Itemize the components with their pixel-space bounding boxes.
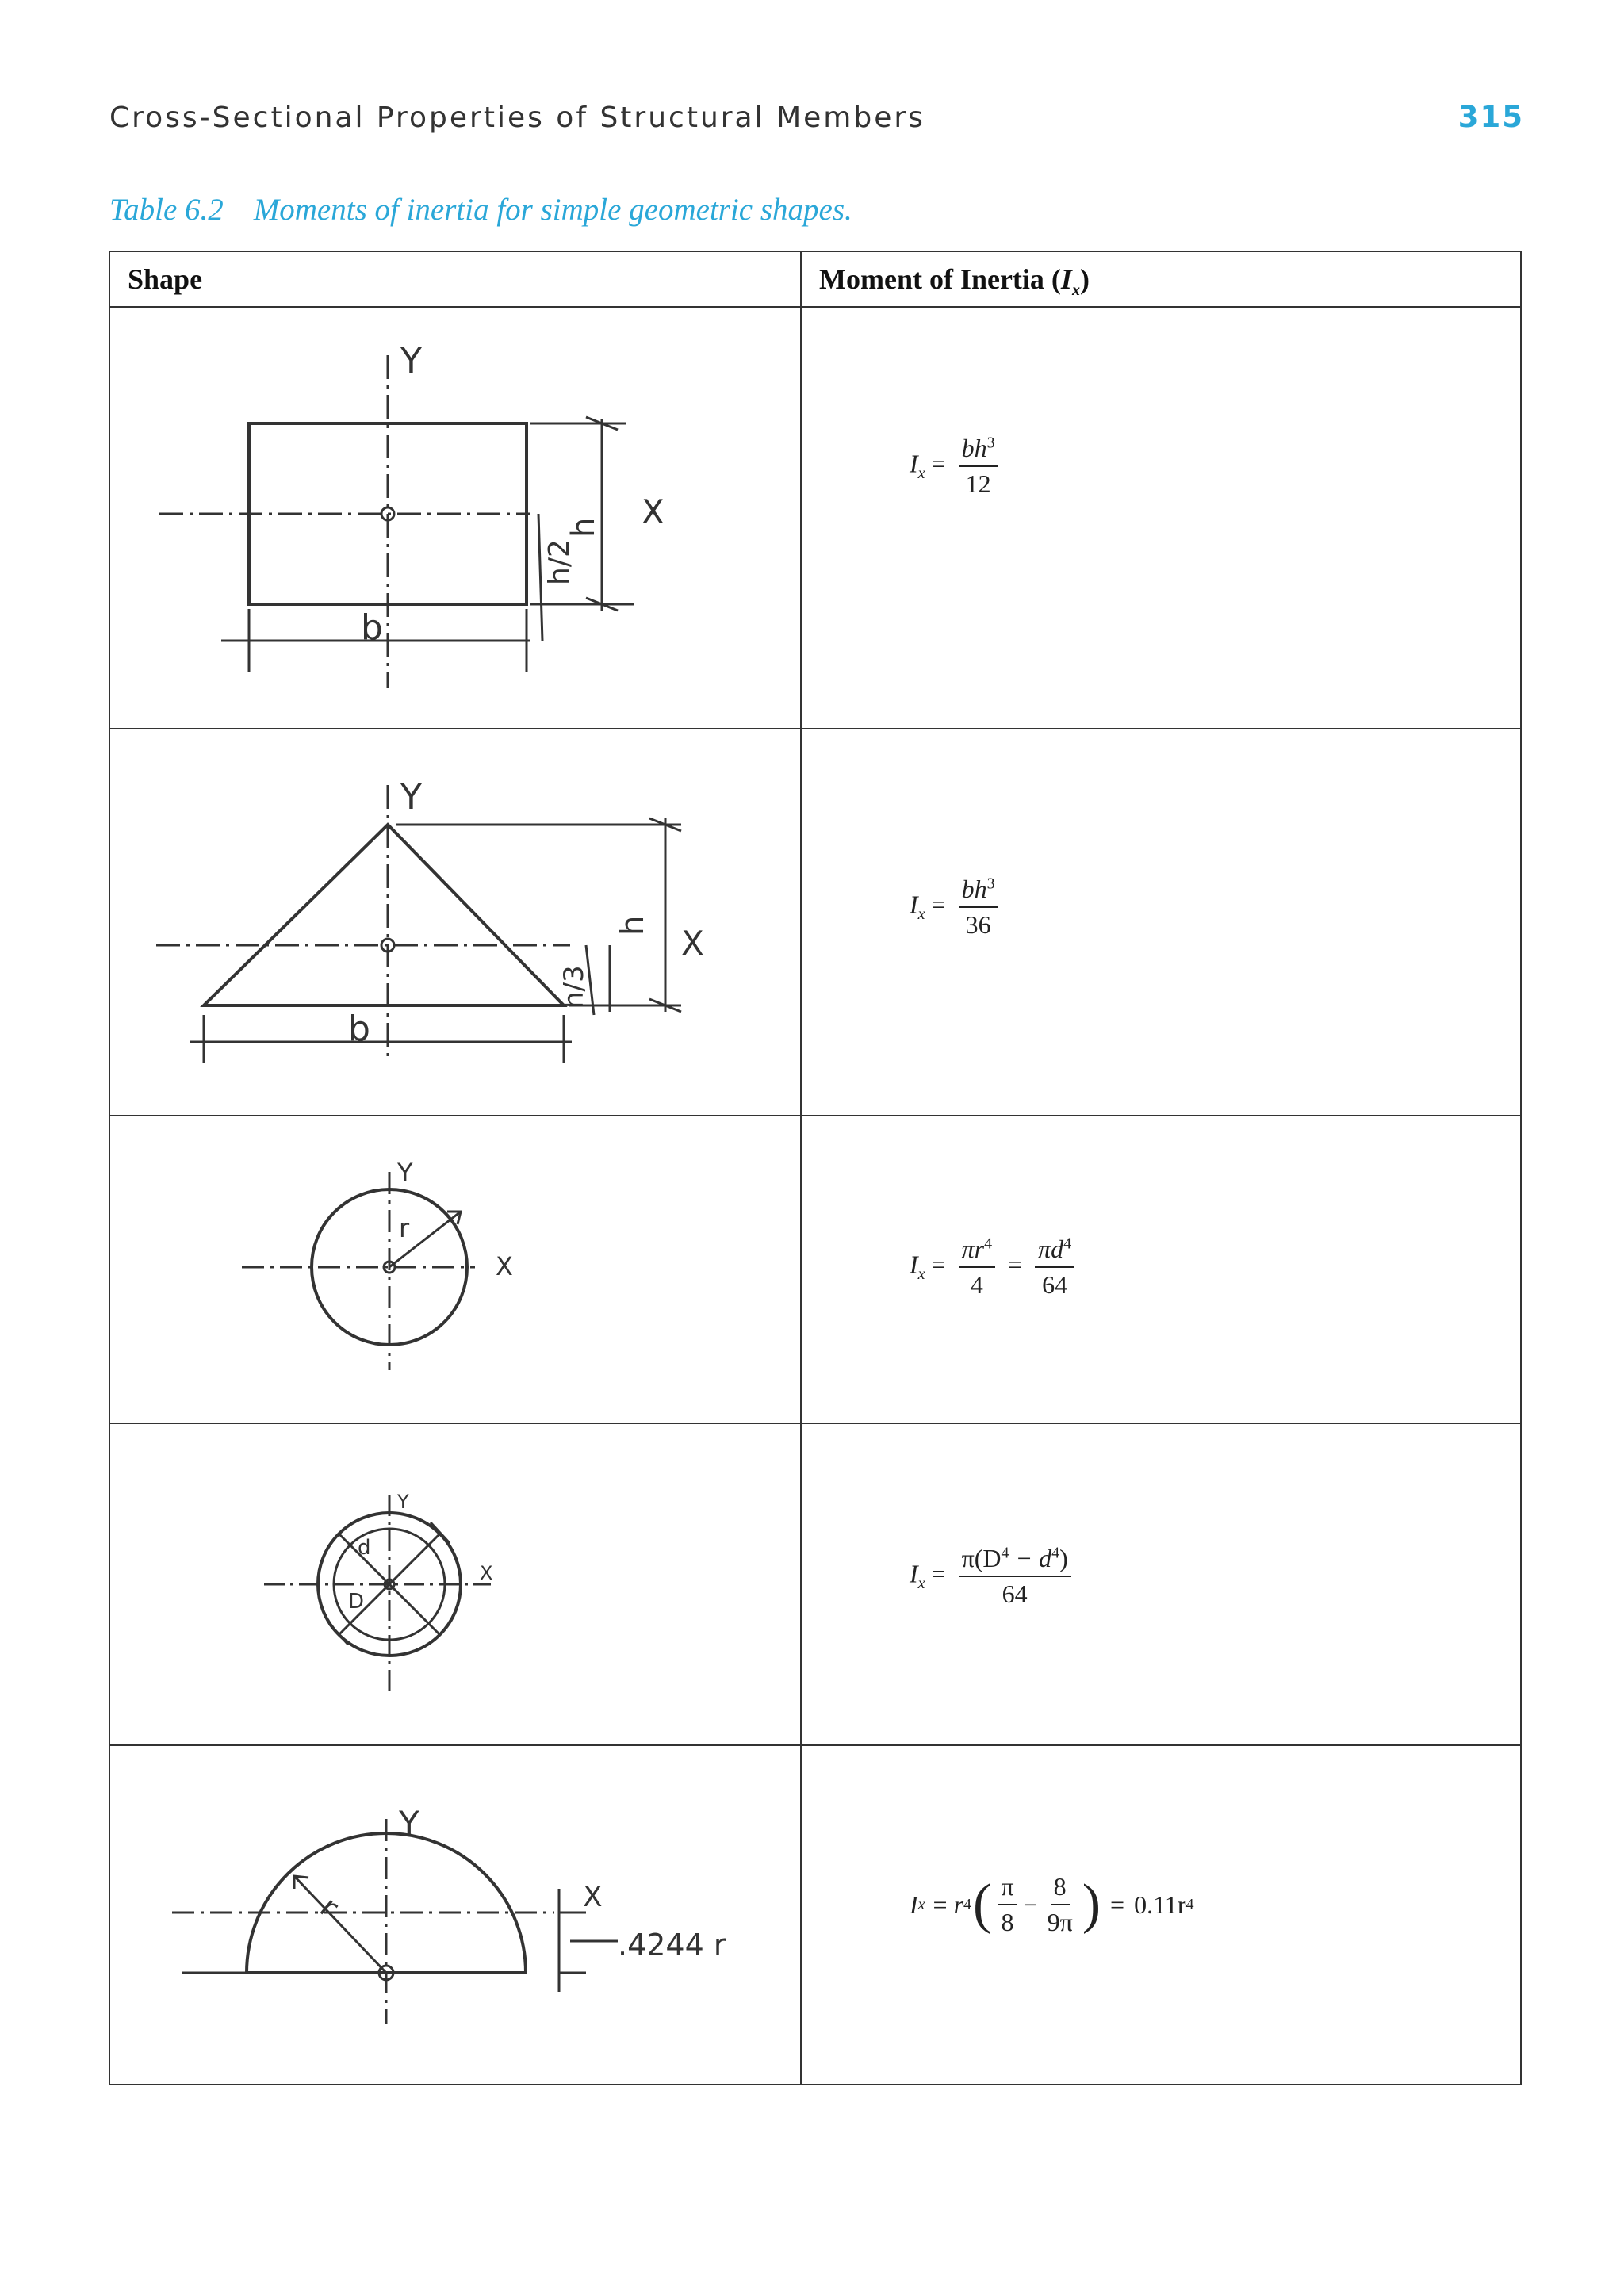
caption-number: Table 6.2	[109, 193, 224, 227]
ix-symbol: I	[910, 449, 918, 478]
label-y: Y	[400, 341, 422, 381]
exponent-2: 4	[1063, 1235, 1072, 1253]
label-D: D	[348, 1590, 365, 1614]
label-b: b	[361, 607, 383, 648]
table-caption	[109, 192, 852, 228]
denominator: 64	[1002, 1580, 1028, 1609]
fraction-2	[1044, 1873, 1076, 1936]
caption-title: Moments of inertia for simple geometric shapes.	[253, 193, 852, 227]
moments-table	[109, 251, 1522, 2085]
numerator-b: − d	[1009, 1544, 1052, 1572]
label-h: h	[565, 517, 602, 538]
formula-semicircle: I x = r 4 ( $\frac{\pi}{8}$ − $\frac{8}{9\pi}$ ) = 0.11r 4	[910, 1872, 1194, 1937]
denominator: 36	[965, 910, 991, 940]
formula-cell-semicircle	[801, 1745, 1521, 2085]
eq-sign-2: =	[1008, 1250, 1023, 1279]
label-x: X	[681, 924, 704, 963]
formula-cell-rectangle	[801, 307, 1521, 729]
label-h3: h/3	[558, 965, 590, 1009]
page-number: 315	[1457, 100, 1524, 134]
shape-cell-hollow-circle	[109, 1423, 801, 1745]
formula-triangle	[910, 875, 1005, 939]
shape-cell-rectangle	[109, 307, 801, 729]
label-b: b	[348, 1009, 370, 1049]
header-moment-prefix: Moment of Inertia (	[819, 263, 1061, 295]
minus-sign: −	[1023, 1890, 1038, 1919]
label-d: d	[358, 1536, 371, 1560]
label-offset: .4244 r	[618, 1928, 726, 1962]
exponent: 3	[986, 434, 995, 452]
label-y: Y	[397, 1491, 409, 1513]
label-y: Y	[399, 1804, 419, 1843]
ix-symbol: I	[910, 1559, 918, 1588]
triangle-diagram	[110, 729, 802, 1115]
denominator-1: 8	[1001, 1908, 1014, 1937]
label-x: X	[480, 1562, 493, 1584]
table-row	[109, 1116, 1521, 1423]
exponent-a: 4	[1001, 1544, 1009, 1562]
table-row	[109, 307, 1521, 729]
shape-cell-circle	[109, 1116, 801, 1423]
ix-symbol: I	[910, 1250, 918, 1279]
header-shape: Shape	[109, 251, 801, 307]
shape-cell-semicircle	[109, 1745, 801, 2085]
circle-diagram	[110, 1116, 802, 1423]
table-row	[109, 1423, 1521, 1745]
label-y: Y	[400, 777, 422, 818]
eq-sign: =	[931, 449, 946, 478]
label-h2: h/2	[543, 539, 576, 585]
label-h: h	[615, 915, 651, 936]
label-r: r	[313, 1890, 346, 1924]
label-x: X	[583, 1881, 603, 1913]
rectangle-diagram	[110, 308, 802, 728]
formula-cell-hollow-circle	[801, 1423, 1521, 1745]
exponent: 3	[986, 875, 995, 893]
label-x: X	[496, 1251, 513, 1281]
eq-sign-2: =	[1110, 1890, 1125, 1919]
fraction-2	[1035, 1235, 1074, 1299]
fraction	[959, 435, 998, 498]
label-r: r	[399, 1213, 410, 1243]
eq-sign: =	[931, 1559, 946, 1588]
numerator-c: )	[1059, 1544, 1068, 1572]
r-symbol: r	[953, 1890, 964, 1919]
formula-rectangle	[910, 435, 1005, 498]
ix-sub: x	[917, 464, 925, 482]
hollow-circle-diagram	[110, 1424, 802, 1744]
table-header-row	[109, 251, 1521, 307]
close-paren: )	[1082, 1874, 1101, 1936]
running-head: Cross-Sectional Properties of Structural Members	[109, 101, 925, 134]
denominator: 12	[965, 469, 991, 499]
eq-sign: =	[931, 890, 946, 919]
formula-cell-circle	[801, 1116, 1521, 1423]
ix-sub: x	[917, 1574, 925, 1592]
ix-symbol: I	[910, 890, 918, 919]
denominator-1: 4	[970, 1270, 983, 1300]
numerator-2: πd	[1038, 1235, 1064, 1263]
label-x: X	[642, 492, 665, 531]
ix-symbol: I	[910, 1890, 918, 1919]
denominator-2: 9π	[1047, 1908, 1073, 1937]
open-paren: (	[973, 1874, 992, 1936]
ix-sub: x	[917, 905, 925, 923]
denominator-2: 64	[1042, 1270, 1068, 1300]
header-moment-symbol: I	[1060, 263, 1072, 295]
numerator-1: π	[998, 1873, 1017, 1905]
numerator-1: πr	[961, 1235, 985, 1263]
fraction-1	[998, 1873, 1017, 1936]
exponent-b: 4	[1051, 1544, 1060, 1562]
fraction	[959, 875, 998, 939]
eq-sign: =	[933, 1890, 948, 1919]
fraction-1	[959, 1235, 995, 1299]
exponent-1: 4	[984, 1235, 993, 1253]
eq-sign: =	[931, 1250, 946, 1279]
table-row	[109, 1745, 1521, 2085]
header-moment	[801, 251, 1521, 307]
ix-sub: x	[917, 1265, 925, 1283]
numerator: bh	[961, 434, 987, 462]
fraction	[959, 1545, 1071, 1608]
formula-cell-triangle	[801, 729, 1521, 1116]
header-moment-suffix: )	[1079, 263, 1090, 295]
formula-circle	[910, 1235, 1081, 1299]
semicircle-diagram	[110, 1746, 802, 2084]
numerator-a: π(D	[961, 1544, 1002, 1572]
label-y: Y	[397, 1158, 413, 1188]
result: 0.11r	[1134, 1890, 1186, 1919]
formula-hollow-circle	[910, 1545, 1078, 1608]
numerator: bh	[961, 875, 987, 903]
numerator-2: 8	[1051, 1873, 1070, 1905]
shape-cell-triangle	[109, 729, 801, 1116]
header-moment-sub: x	[1071, 281, 1080, 300]
table-row	[109, 729, 1521, 1116]
